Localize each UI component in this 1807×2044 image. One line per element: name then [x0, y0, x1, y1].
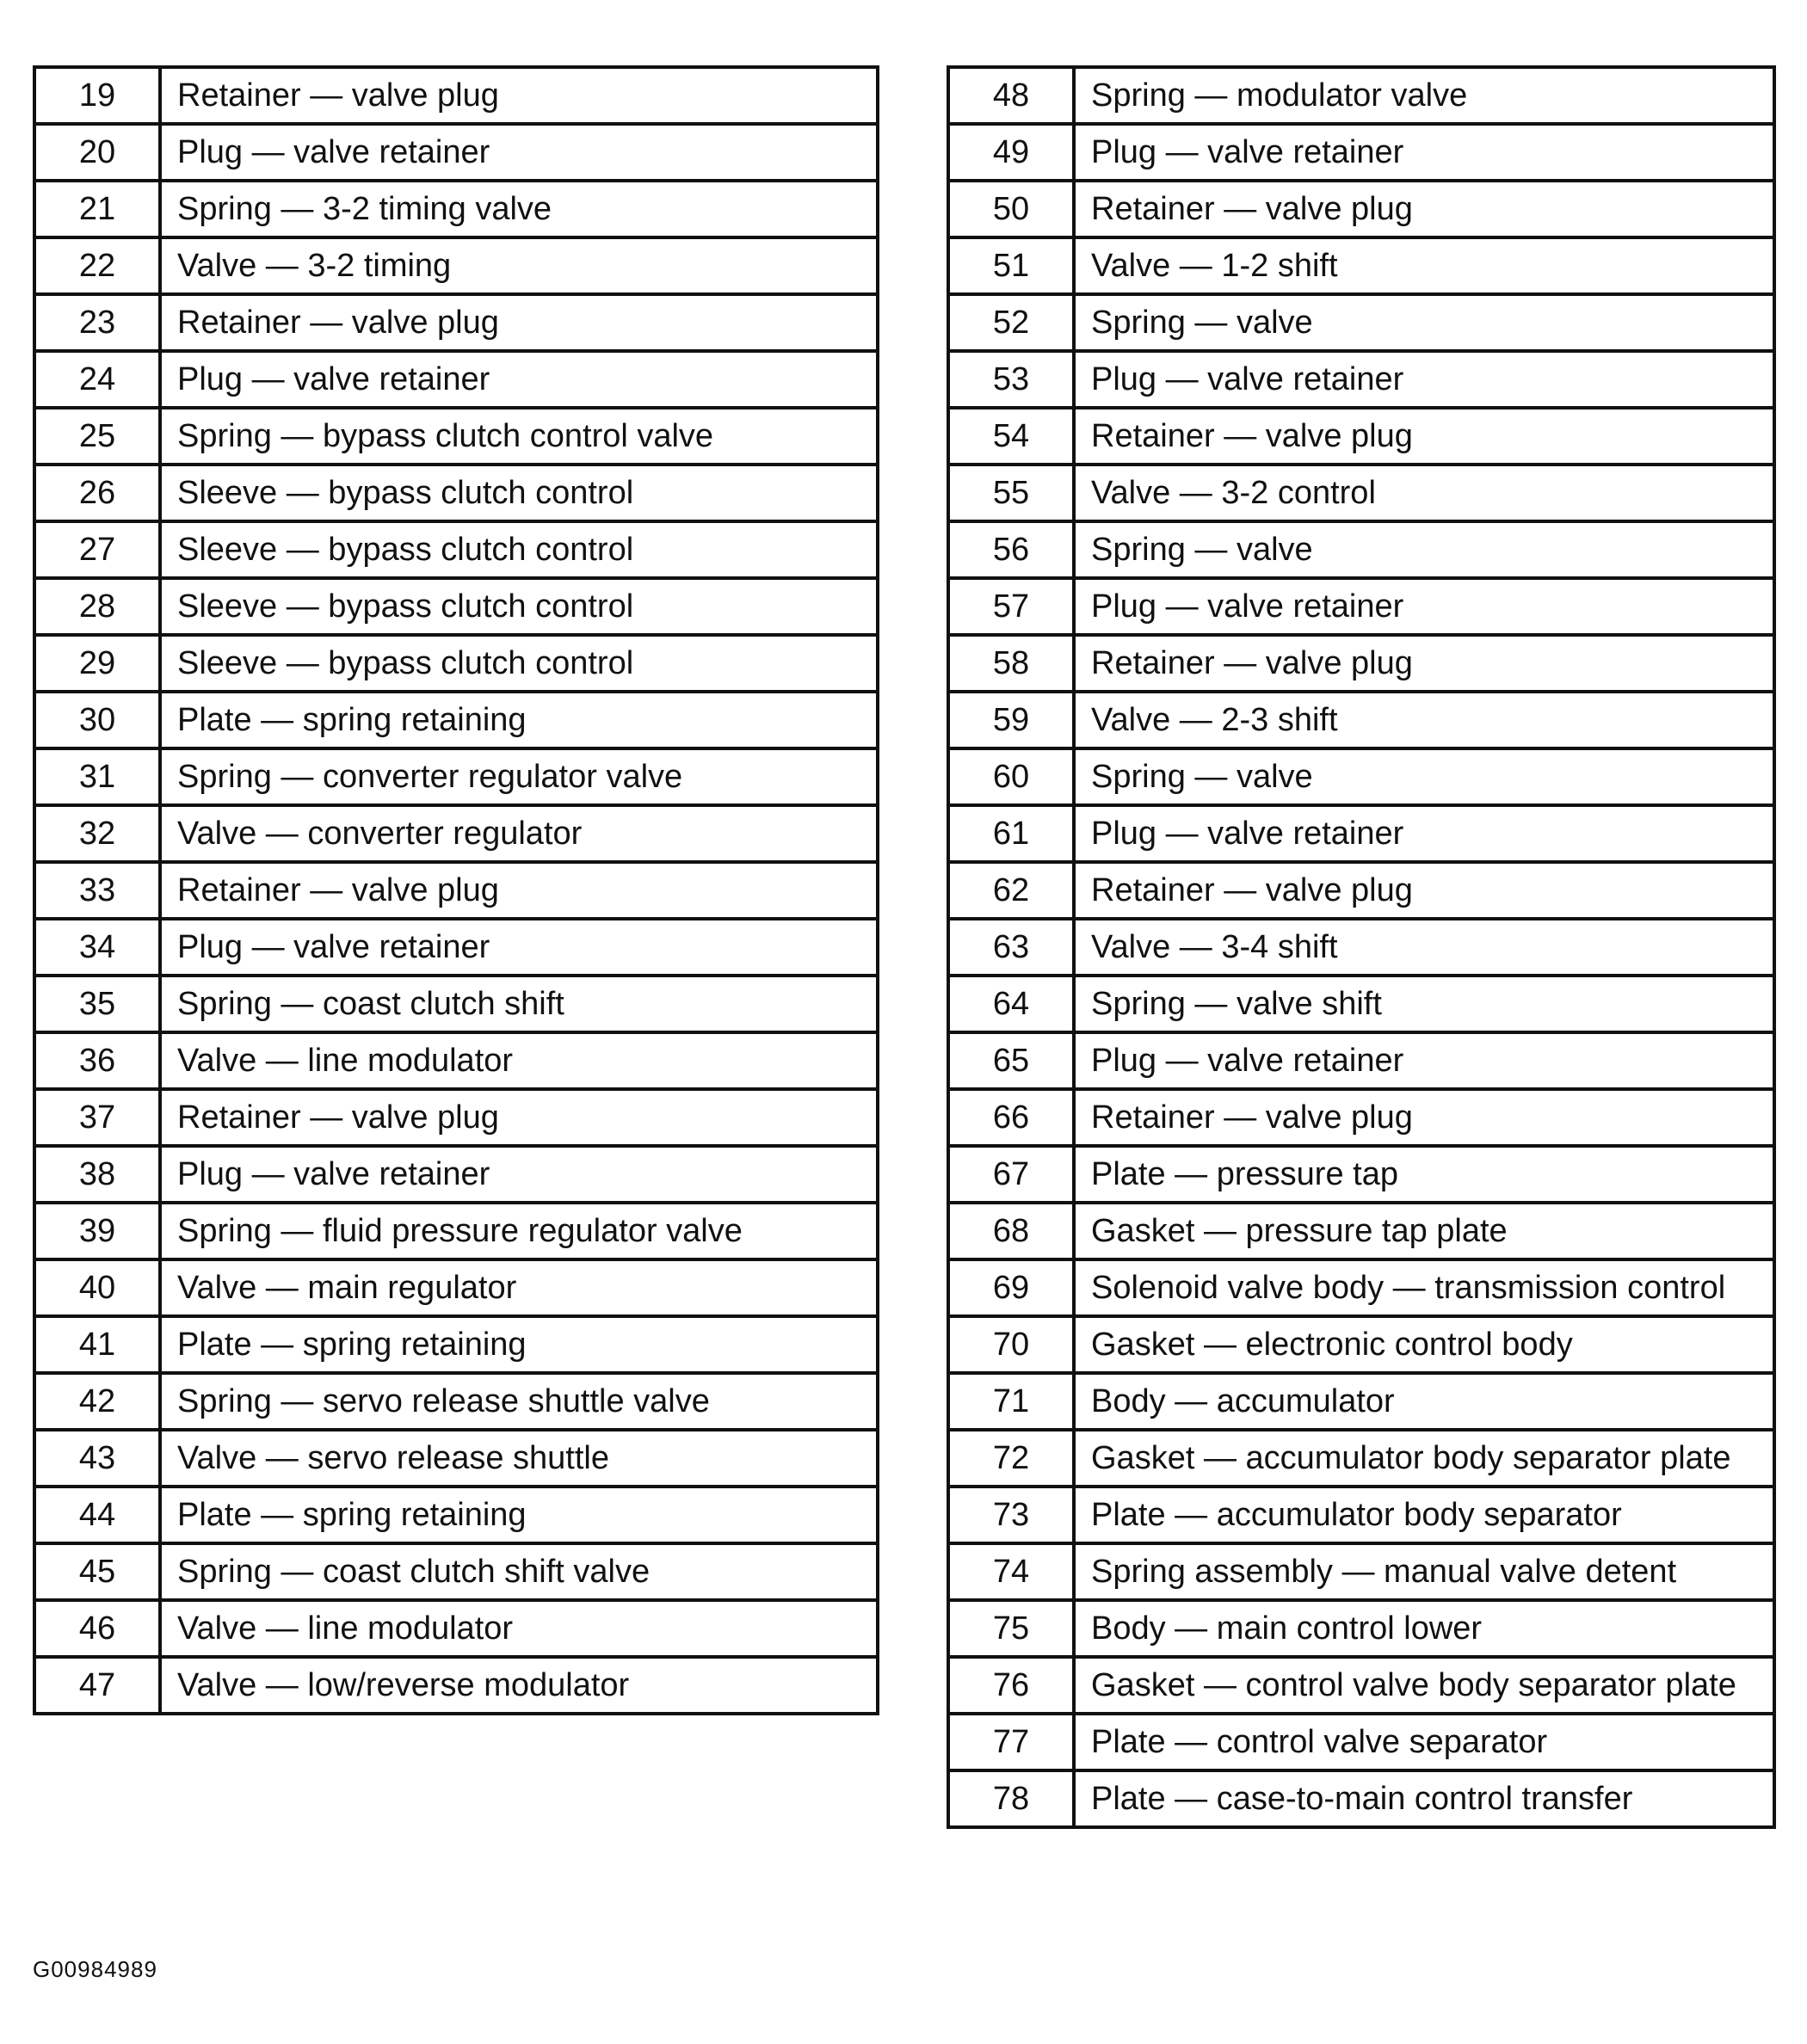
part-description: Sleeve — bypass clutch control	[160, 578, 878, 635]
part-description: Retainer — valve plug	[160, 1089, 878, 1146]
part-number: 63	[948, 919, 1074, 976]
table-row	[948, 521, 1774, 578]
part-number: 52	[948, 294, 1074, 351]
part-number: 22	[34, 237, 160, 294]
table-row	[34, 1316, 878, 1373]
part-description: Plate — control valve separator	[1074, 1714, 1774, 1770]
table-row	[34, 1600, 878, 1657]
part-number: 65	[948, 1032, 1074, 1089]
part-description: Gasket — pressure tap plate	[1074, 1203, 1774, 1259]
part-description: Retainer — valve plug	[1074, 408, 1774, 465]
part-number: 60	[948, 748, 1074, 805]
table-row	[948, 1373, 1774, 1430]
table-row	[948, 1714, 1774, 1770]
part-number: 35	[34, 976, 160, 1032]
part-number: 66	[948, 1089, 1074, 1146]
part-number: 68	[948, 1203, 1074, 1259]
table-row	[34, 465, 878, 521]
part-description: Spring — servo release shuttle valve	[160, 1373, 878, 1430]
part-number: 19	[34, 67, 160, 124]
part-description: Valve — 2-3 shift	[1074, 692, 1774, 748]
part-number: 57	[948, 578, 1074, 635]
part-number: 47	[34, 1657, 160, 1714]
part-description: Spring assembly — manual valve detent	[1074, 1543, 1774, 1600]
part-number: 40	[34, 1259, 160, 1316]
part-number: 56	[948, 521, 1074, 578]
table-row	[34, 1657, 878, 1714]
table-row	[34, 805, 878, 862]
part-description: Spring — coast clutch shift valve	[160, 1543, 878, 1600]
part-description: Retainer — valve plug	[1074, 862, 1774, 919]
part-number: 29	[34, 635, 160, 692]
part-number: 39	[34, 1203, 160, 1259]
part-number: 32	[34, 805, 160, 862]
part-number: 64	[948, 976, 1074, 1032]
table-row	[948, 1032, 1774, 1089]
part-number: 53	[948, 351, 1074, 408]
part-description: Retainer — valve plug	[1074, 181, 1774, 237]
table-row	[948, 635, 1774, 692]
part-number: 72	[948, 1430, 1074, 1487]
part-description: Plug — valve retainer	[160, 124, 878, 181]
table-row	[948, 294, 1774, 351]
part-number: 73	[948, 1487, 1074, 1543]
part-number: 49	[948, 124, 1074, 181]
part-description: Gasket — control valve body separator plate	[1074, 1657, 1774, 1714]
part-number: 71	[948, 1373, 1074, 1430]
table-row	[948, 1146, 1774, 1203]
part-description: Plug — valve retainer	[1074, 351, 1774, 408]
table-row	[948, 976, 1774, 1032]
part-number: 54	[948, 408, 1074, 465]
part-number: 38	[34, 1146, 160, 1203]
part-number: 59	[948, 692, 1074, 748]
part-number: 30	[34, 692, 160, 748]
table-row	[34, 351, 878, 408]
table-row	[34, 237, 878, 294]
table-row	[948, 919, 1774, 976]
part-description: Plate — spring retaining	[160, 1316, 878, 1373]
table-row	[948, 1430, 1774, 1487]
part-description: Valve — servo release shuttle	[160, 1430, 878, 1487]
parts-table-right	[947, 65, 1776, 1829]
table-row	[948, 1203, 1774, 1259]
part-number: 46	[34, 1600, 160, 1657]
part-description: Gasket — electronic control body	[1074, 1316, 1774, 1373]
part-number: 28	[34, 578, 160, 635]
table-row	[34, 408, 878, 465]
table-row	[34, 578, 878, 635]
parts-table-left	[33, 65, 879, 1715]
table-row	[34, 1430, 878, 1487]
part-description: Retainer — valve plug	[160, 67, 878, 124]
part-number: 45	[34, 1543, 160, 1600]
part-number: 67	[948, 1146, 1074, 1203]
part-description: Spring — bypass clutch control valve	[160, 408, 878, 465]
part-description: Valve — 3-2 timing	[160, 237, 878, 294]
table-row	[948, 862, 1774, 919]
part-description: Spring — coast clutch shift	[160, 976, 878, 1032]
part-description: Valve — line modulator	[160, 1032, 878, 1089]
part-description: Valve — 3-2 control	[1074, 465, 1774, 521]
part-number: 31	[34, 748, 160, 805]
part-description: Plug — valve retainer	[1074, 578, 1774, 635]
table-row	[34, 748, 878, 805]
part-number: 48	[948, 67, 1074, 124]
part-description: Plate — pressure tap	[1074, 1146, 1774, 1203]
table-row	[34, 692, 878, 748]
table-row	[34, 919, 878, 976]
part-description: Sleeve — bypass clutch control	[160, 521, 878, 578]
part-number: 77	[948, 1714, 1074, 1770]
part-number: 69	[948, 1259, 1074, 1316]
part-description: Valve — line modulator	[160, 1600, 878, 1657]
table-row	[34, 1259, 878, 1316]
table-row	[948, 748, 1774, 805]
part-description: Spring — valve	[1074, 748, 1774, 805]
part-number: 58	[948, 635, 1074, 692]
part-description: Plate — spring retaining	[160, 1487, 878, 1543]
part-description: Plate — spring retaining	[160, 692, 878, 748]
table-row	[34, 124, 878, 181]
part-description: Spring — valve shift	[1074, 976, 1774, 1032]
table-row	[34, 294, 878, 351]
part-description: Retainer — valve plug	[1074, 1089, 1774, 1146]
part-description: Plug — valve retainer	[160, 351, 878, 408]
part-number: 25	[34, 408, 160, 465]
part-number: 27	[34, 521, 160, 578]
table-row	[34, 635, 878, 692]
table-row	[34, 1487, 878, 1543]
part-number: 23	[34, 294, 160, 351]
part-number: 76	[948, 1657, 1074, 1714]
part-description: Valve — 3-4 shift	[1074, 919, 1774, 976]
table-row	[948, 408, 1774, 465]
table-row	[948, 1543, 1774, 1600]
table-row	[948, 692, 1774, 748]
part-number: 62	[948, 862, 1074, 919]
table-row	[34, 1032, 878, 1089]
part-description: Valve — low/reverse modulator	[160, 1657, 878, 1714]
part-description: Retainer — valve plug	[160, 294, 878, 351]
part-description: Spring — 3-2 timing valve	[160, 181, 878, 237]
part-number: 24	[34, 351, 160, 408]
part-number: 42	[34, 1373, 160, 1430]
table-row	[948, 1259, 1774, 1316]
part-description: Valve — 1-2 shift	[1074, 237, 1774, 294]
part-number: 70	[948, 1316, 1074, 1373]
part-number: 43	[34, 1430, 160, 1487]
part-description: Plate — case-to-main control transfer	[1074, 1770, 1774, 1827]
part-number: 50	[948, 181, 1074, 237]
part-number: 36	[34, 1032, 160, 1089]
table-row	[948, 124, 1774, 181]
table-row	[34, 1089, 878, 1146]
figure-id: G00984989	[33, 1956, 157, 1982]
part-description: Sleeve — bypass clutch control	[160, 635, 878, 692]
table-row	[34, 1203, 878, 1259]
table-row	[948, 578, 1774, 635]
table-row	[34, 521, 878, 578]
table-row	[34, 862, 878, 919]
table-row	[34, 1543, 878, 1600]
table-row	[948, 1770, 1774, 1827]
table-row	[948, 67, 1774, 124]
part-description: Plug — valve retainer	[160, 919, 878, 976]
part-description: Body — main control lower	[1074, 1600, 1774, 1657]
part-description: Spring — valve	[1074, 521, 1774, 578]
part-number: 41	[34, 1316, 160, 1373]
table-row	[948, 1487, 1774, 1543]
table-row	[948, 351, 1774, 408]
part-number: 21	[34, 181, 160, 237]
table-row	[948, 1600, 1774, 1657]
table-row	[34, 976, 878, 1032]
part-description: Plug — valve retainer	[1074, 805, 1774, 862]
part-number: 26	[34, 465, 160, 521]
part-number: 37	[34, 1089, 160, 1146]
part-number: 78	[948, 1770, 1074, 1827]
table-row	[34, 181, 878, 237]
part-description: Plate — accumulator body separator	[1074, 1487, 1774, 1543]
part-number: 51	[948, 237, 1074, 294]
part-number: 75	[948, 1600, 1074, 1657]
table-row	[948, 1316, 1774, 1373]
part-number: 55	[948, 465, 1074, 521]
part-description: Gasket — accumulator body separator plate	[1074, 1430, 1774, 1487]
part-description: Solenoid valve body — transmission control	[1074, 1259, 1774, 1316]
part-description: Plug — valve retainer	[1074, 1032, 1774, 1089]
table-row	[34, 1373, 878, 1430]
part-description: Retainer — valve plug	[1074, 635, 1774, 692]
part-description: Spring — valve	[1074, 294, 1774, 351]
table-row	[948, 237, 1774, 294]
part-description: Spring — converter regulator valve	[160, 748, 878, 805]
part-number: 20	[34, 124, 160, 181]
table-row	[948, 1657, 1774, 1714]
part-description: Valve — main regulator	[160, 1259, 878, 1316]
part-number: 34	[34, 919, 160, 976]
part-number: 44	[34, 1487, 160, 1543]
table-row	[948, 181, 1774, 237]
table-row	[948, 1089, 1774, 1146]
part-description: Spring — fluid pressure regulator valve	[160, 1203, 878, 1259]
part-description: Plug — valve retainer	[160, 1146, 878, 1203]
table-row	[34, 1146, 878, 1203]
table-row	[948, 465, 1774, 521]
table-row	[34, 67, 878, 124]
part-description: Body — accumulator	[1074, 1373, 1774, 1430]
part-description: Plug — valve retainer	[1074, 124, 1774, 181]
table-row	[948, 805, 1774, 862]
part-description: Sleeve — bypass clutch control	[160, 465, 878, 521]
part-description: Retainer — valve plug	[160, 862, 878, 919]
part-number: 33	[34, 862, 160, 919]
part-number: 61	[948, 805, 1074, 862]
part-description: Spring — modulator valve	[1074, 67, 1774, 124]
part-number: 74	[948, 1543, 1074, 1600]
part-description: Valve — converter regulator	[160, 805, 878, 862]
